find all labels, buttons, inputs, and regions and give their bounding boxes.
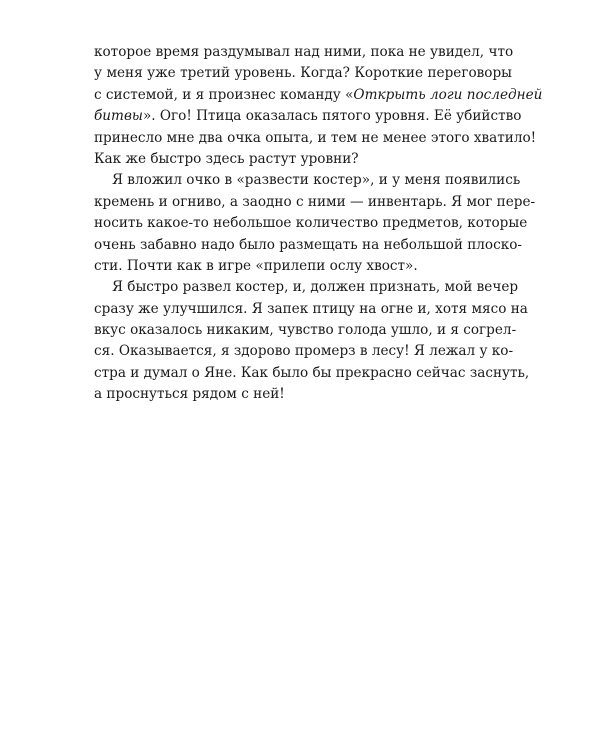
text-run: которое время раздумывал над ними, пока не увидел, что	[94, 44, 514, 60]
paragraph	[94, 277, 530, 405]
text-line	[94, 128, 537, 149]
text-line	[94, 170, 521, 191]
text-run: вкус оказалось никаким, чувство голода ушло, и я согрел-	[94, 322, 517, 339]
text-line	[94, 63, 512, 84]
text-line	[94, 42, 512, 63]
italic-text-run: битвы	[94, 108, 143, 125]
text-line	[94, 106, 522, 127]
paragraph	[94, 170, 536, 277]
text-run: у меня уже третий уровень. Когда? Короткие переговоры	[94, 65, 512, 82]
text-run: принесло мне два очка опыта, и тем не менее этого хватило!	[94, 129, 537, 146]
text-line	[94, 235, 522, 256]
text-run: кремень и огниво, а заодно с ними — инвентарь. Я мог пере-	[94, 193, 536, 210]
text-run: сти. Почти как в игре «прилепи ослу хвост».	[94, 257, 418, 274]
text-line	[94, 256, 512, 277]
text-run: Я быстро развел костер, и, должен признать, мой вечер	[112, 279, 519, 296]
italic-text-run: Открыть логи последней	[353, 86, 543, 103]
text-line	[94, 277, 519, 298]
text-line	[94, 341, 512, 362]
text-run: ся. Оказывается, я здорово промерз в лесу! Я лежал у ко-	[94, 343, 514, 360]
text-line	[94, 320, 517, 341]
text-line	[94, 363, 530, 384]
body-text	[94, 42, 543, 406]
text-run: ». Ого! Птица оказалась пятого уровня. Её убийство	[142, 108, 522, 125]
text-run: носить какое-то небольшое количество предметов, которые	[94, 215, 528, 232]
text-run: очень забавно надо было размещать на небольшой плоско-	[94, 236, 522, 253]
text-line	[94, 149, 512, 170]
text-line	[94, 384, 512, 405]
text-run: с системой, и я произнес команду «	[94, 86, 354, 103]
text-run: Как же быстро здесь растут уровни?	[94, 150, 359, 167]
paragraph	[94, 42, 543, 170]
text-line	[94, 192, 536, 213]
text-run: стра и думал о Яне. Как было бы прекрасно сейчас заснуть,	[94, 364, 530, 381]
text-line	[94, 213, 528, 234]
text-line	[94, 299, 528, 320]
text-line	[94, 85, 543, 106]
text-run: а проснуться рядом с ней!	[94, 386, 285, 403]
text-run: Я вложил очко в «развести костер», и у меня появились	[112, 172, 521, 189]
text-run: сразу же улучшился. Я запек птицу на огне и, хотя мясо на	[94, 300, 528, 317]
